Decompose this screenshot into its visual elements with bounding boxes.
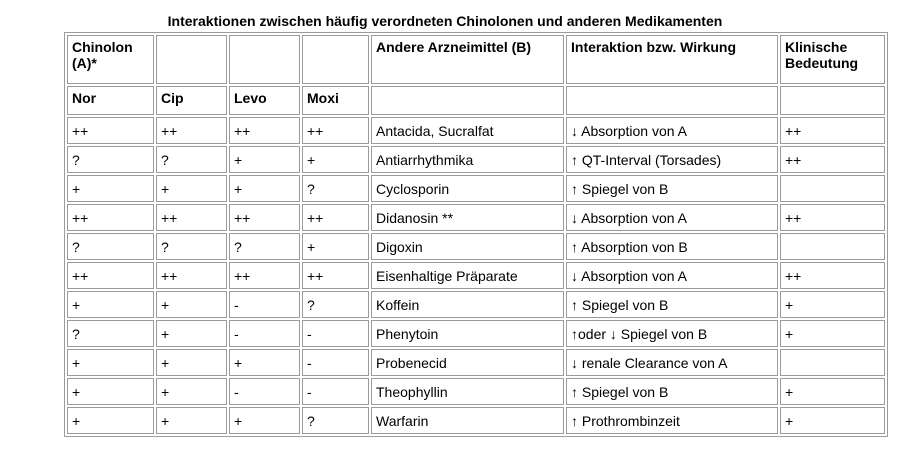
- header-cell-empty: [302, 35, 369, 84]
- cell-moxi: ++: [302, 262, 369, 289]
- cell-clinical: [780, 175, 885, 202]
- header-cell-cip: Cip: [156, 86, 227, 115]
- cell-levo: -: [229, 320, 300, 347]
- header-cell-empty: [156, 35, 227, 84]
- cell-levo: -: [229, 378, 300, 405]
- header-cell-clinical-relevance: Klinische Bedeutung: [780, 35, 885, 84]
- cell-moxi: ?: [302, 407, 369, 434]
- cell-levo: +: [229, 146, 300, 173]
- cell-drug: Digoxin: [371, 233, 564, 260]
- cell-interaction: ↑ Absorption von B: [566, 233, 778, 260]
- cell-cip: ++: [156, 262, 227, 289]
- cell-levo: ++: [229, 117, 300, 144]
- header-cell-empty: [229, 35, 300, 84]
- cell-moxi: +: [302, 146, 369, 173]
- cell-nor: +: [67, 175, 154, 202]
- table-row: [67, 291, 885, 318]
- cell-interaction: ↑ Spiegel von B: [566, 175, 778, 202]
- cell-clinical: +: [780, 320, 885, 347]
- cell-interaction: ↑ Spiegel von B: [566, 291, 778, 318]
- cell-nor: ++: [67, 117, 154, 144]
- interaction-table: [64, 32, 888, 437]
- cell-interaction: ↓ renale Clearance von A: [566, 349, 778, 376]
- cell-nor: +: [67, 291, 154, 318]
- header-cell-other-drugs: Andere Arzneimittel (B): [371, 35, 564, 84]
- cell-cip: ?: [156, 146, 227, 173]
- cell-drug: Koffein: [371, 291, 564, 318]
- cell-drug: Eisenhaltige Präparate: [371, 262, 564, 289]
- cell-levo: -: [229, 291, 300, 318]
- table-header: [67, 35, 885, 115]
- header-cell-empty: [780, 86, 885, 115]
- cell-levo: +: [229, 349, 300, 376]
- cell-clinical: [780, 233, 885, 260]
- table-row: [67, 262, 885, 289]
- cell-moxi: ?: [302, 175, 369, 202]
- header-cell-moxi: Moxi: [302, 86, 369, 115]
- cell-moxi: -: [302, 378, 369, 405]
- cell-nor: +: [67, 349, 154, 376]
- table-row: [67, 117, 885, 144]
- cell-cip: ++: [156, 204, 227, 231]
- table-row: [67, 204, 885, 231]
- cell-drug: Probenecid: [371, 349, 564, 376]
- cell-cip: +: [156, 407, 227, 434]
- cell-cip: ?: [156, 233, 227, 260]
- cell-drug: Antacida, Sucralfat: [371, 117, 564, 144]
- cell-moxi: ++: [302, 204, 369, 231]
- cell-clinical: +: [780, 407, 885, 434]
- cell-clinical: ++: [780, 146, 885, 173]
- cell-cip: +: [156, 291, 227, 318]
- cell-interaction: ↓ Absorption von A: [566, 117, 778, 144]
- cell-interaction: ↑oder ↓ Spiegel von B: [566, 320, 778, 347]
- cell-moxi: -: [302, 320, 369, 347]
- cell-nor: ?: [67, 233, 154, 260]
- header-cell-interaction: Interaktion bzw. Wirkung: [566, 35, 778, 84]
- cell-moxi: ?: [302, 291, 369, 318]
- header-row-2: [67, 86, 885, 115]
- cell-levo: ++: [229, 262, 300, 289]
- cell-cip: +: [156, 175, 227, 202]
- cell-clinical: [780, 349, 885, 376]
- table-row: [67, 233, 885, 260]
- cell-drug: Warfarin: [371, 407, 564, 434]
- header-cell-levo: Levo: [229, 86, 300, 115]
- cell-clinical: +: [780, 291, 885, 318]
- cell-nor: ++: [67, 204, 154, 231]
- cell-nor: ?: [67, 320, 154, 347]
- table-row: [67, 349, 885, 376]
- header-cell-empty: [371, 86, 564, 115]
- cell-interaction: ↓ Absorption von A: [566, 262, 778, 289]
- header-cell-chinolon: Chinolon (A)*: [67, 35, 154, 84]
- header-cell-nor: Nor: [67, 86, 154, 115]
- table-caption: Interaktionen zwischen häufig verordneten Chinolonen und anderen Medikamenten: [167, 13, 723, 29]
- cell-cip: +: [156, 320, 227, 347]
- cell-clinical: ++: [780, 204, 885, 231]
- header-row-1: [67, 35, 885, 84]
- table-body: [67, 117, 885, 434]
- cell-moxi: -: [302, 349, 369, 376]
- cell-moxi: ++: [302, 117, 369, 144]
- cell-levo: ?: [229, 233, 300, 260]
- cell-interaction: ↓ Absorption von A: [566, 204, 778, 231]
- table-row: [67, 320, 885, 347]
- cell-drug: Didanosin **: [371, 204, 564, 231]
- cell-clinical: ++: [780, 117, 885, 144]
- cell-levo: +: [229, 175, 300, 202]
- table-row: [67, 146, 885, 173]
- cell-cip: +: [156, 378, 227, 405]
- table-row: [67, 175, 885, 202]
- cell-interaction: ↑ Prothrombinzeit: [566, 407, 778, 434]
- cell-levo: ++: [229, 204, 300, 231]
- header-cell-empty: [566, 86, 778, 115]
- cell-nor: +: [67, 407, 154, 434]
- cell-clinical: ++: [780, 262, 885, 289]
- cell-interaction: ↑ QT-Interval (Torsades): [566, 146, 778, 173]
- cell-drug: Theophyllin: [371, 378, 564, 405]
- cell-nor: ?: [67, 146, 154, 173]
- cell-interaction: ↑ Spiegel von B: [566, 378, 778, 405]
- cell-nor: +: [67, 378, 154, 405]
- cell-drug: Cyclosporin: [371, 175, 564, 202]
- cell-drug: Phenytoin: [371, 320, 564, 347]
- cell-clinical: +: [780, 378, 885, 405]
- table-row: [67, 407, 885, 434]
- cell-drug: Antiarrhythmika: [371, 146, 564, 173]
- cell-levo: +: [229, 407, 300, 434]
- cell-moxi: +: [302, 233, 369, 260]
- cell-cip: +: [156, 349, 227, 376]
- cell-cip: ++: [156, 117, 227, 144]
- table-row: [67, 378, 885, 405]
- cell-nor: ++: [67, 262, 154, 289]
